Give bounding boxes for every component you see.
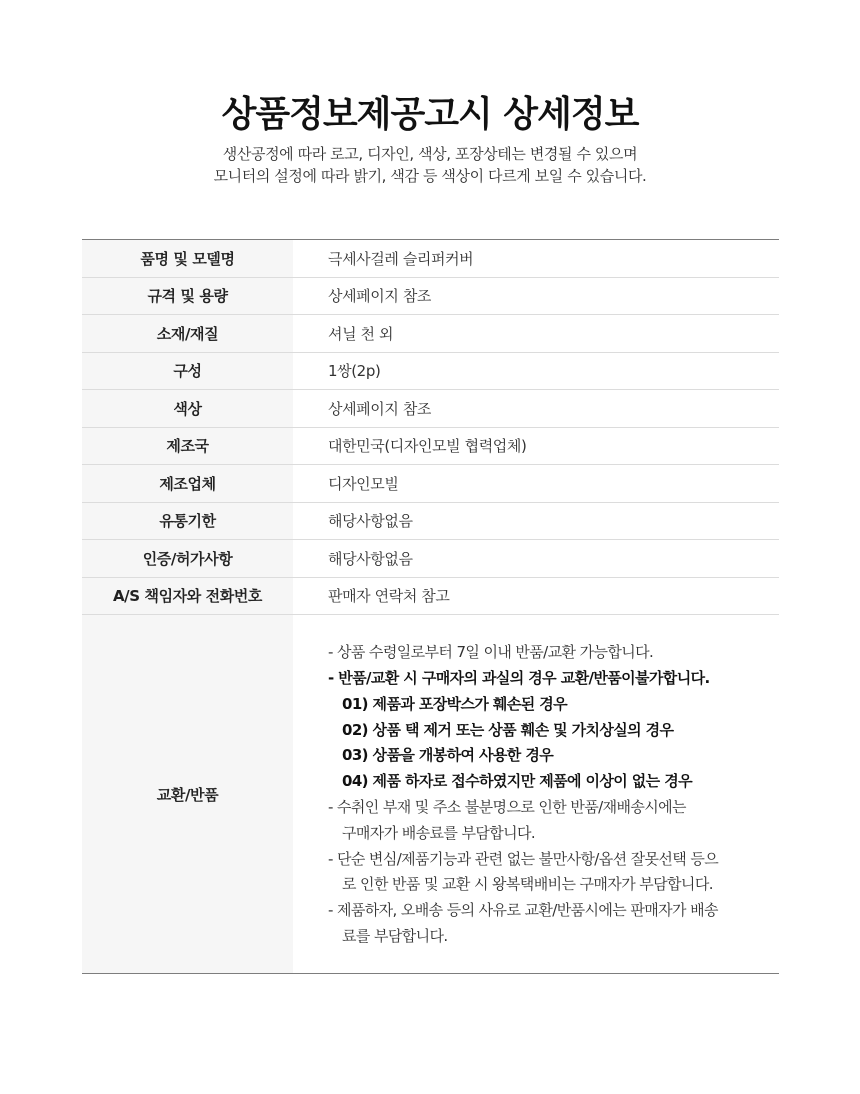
table-row — [82, 502, 779, 540]
notes-line: 01) 제품과 포장박스가 훼손된 경우 — [342, 694, 567, 713]
row-label: 제조업체 — [82, 465, 293, 503]
row-value: 1쌍(2p) — [293, 352, 779, 390]
table-row — [82, 277, 779, 315]
row-value: 해당사항없음 — [293, 540, 779, 578]
notes-line: - 제품하자, 오배송 등의 사유로 교환/반품시에는 판매자가 배송 — [328, 901, 718, 920]
notes-line: 구매자가 배송료를 부담합니다. — [342, 823, 536, 842]
row-label: 인증/허가사항 — [82, 540, 293, 578]
exchange-return-notes — [293, 615, 779, 974]
row-value: 대한민국(디자인모빌 협력업체) — [293, 427, 779, 465]
table-row — [82, 240, 779, 278]
notes-line: - 단순 변심/제품기능과 관련 없는 불만사항/옵션 잘못선택 등으 — [328, 849, 719, 868]
row-label: 규격 및 용량 — [82, 277, 293, 315]
row-value: 극세사걸레 슬리퍼커버 — [293, 240, 779, 278]
row-value: 해당사항없음 — [293, 502, 779, 540]
row-value: 판매자 연락처 참고 — [293, 577, 779, 615]
table-row — [82, 352, 779, 390]
row-value: 셔닐 천 외 — [293, 315, 779, 353]
notes-line: - 반품/교환 시 구매자의 과실의 경우 교환/반품이불가합니다. — [328, 669, 710, 688]
subtitle-line-1: 생산공정에 따라 로고, 디자인, 색상, 포장상테는 변경될 수 있으며 — [222, 145, 638, 163]
page-title: 상품정보제공고시 상세정보 — [221, 94, 639, 135]
table-row — [82, 465, 779, 503]
row-value: 상세페이지 참조 — [293, 277, 779, 315]
row-label: 색상 — [82, 390, 293, 428]
row-label: 제조국 — [82, 427, 293, 465]
table-row — [82, 540, 779, 578]
notes-line: 02) 상품 택 제거 또는 상품 훼손 및 가치상실의 경우 — [342, 720, 674, 739]
row-label: A/S 책임자와 전화번호 — [82, 577, 293, 615]
exchange-return-label: 교환/반품 — [82, 615, 293, 974]
notes-line: - 상품 수령일로부터 7일 이내 반품/교환 가능합니다. — [328, 643, 654, 662]
row-label: 소재/재질 — [82, 315, 293, 353]
notes-line: 로 인한 반품 및 교환 시 왕복택배비는 구매자가 부담합니다. — [342, 875, 713, 894]
row-label: 유통기한 — [82, 502, 293, 540]
row-value: 디자인모빌 — [293, 465, 779, 503]
table-row — [82, 390, 779, 428]
product-info-table — [82, 239, 779, 974]
notes-line: - 수취인 부재 및 주소 불분명으로 인한 반품/재배송시에는 — [328, 798, 686, 816]
notes-line: 04) 제품 하자로 접수하였지만 제품에 이상이 없는 경우 — [342, 772, 692, 791]
notes-line: 03) 상품을 개봉하여 사용한 경우 — [342, 746, 554, 765]
notes-line: 료를 부담합니다. — [342, 926, 448, 945]
exchange-return-row — [82, 615, 779, 974]
table-row — [82, 315, 779, 353]
table-row — [82, 427, 779, 465]
row-label: 품명 및 모델명 — [82, 240, 293, 278]
table-row — [82, 577, 779, 615]
row-label: 구성 — [82, 352, 293, 390]
subtitle-line-2: 모니터의 설정에 따라 밝기, 색감 등 색상이 다르게 보일 수 있습니다. — [213, 167, 647, 185]
row-value: 상세페이지 참조 — [293, 390, 779, 428]
